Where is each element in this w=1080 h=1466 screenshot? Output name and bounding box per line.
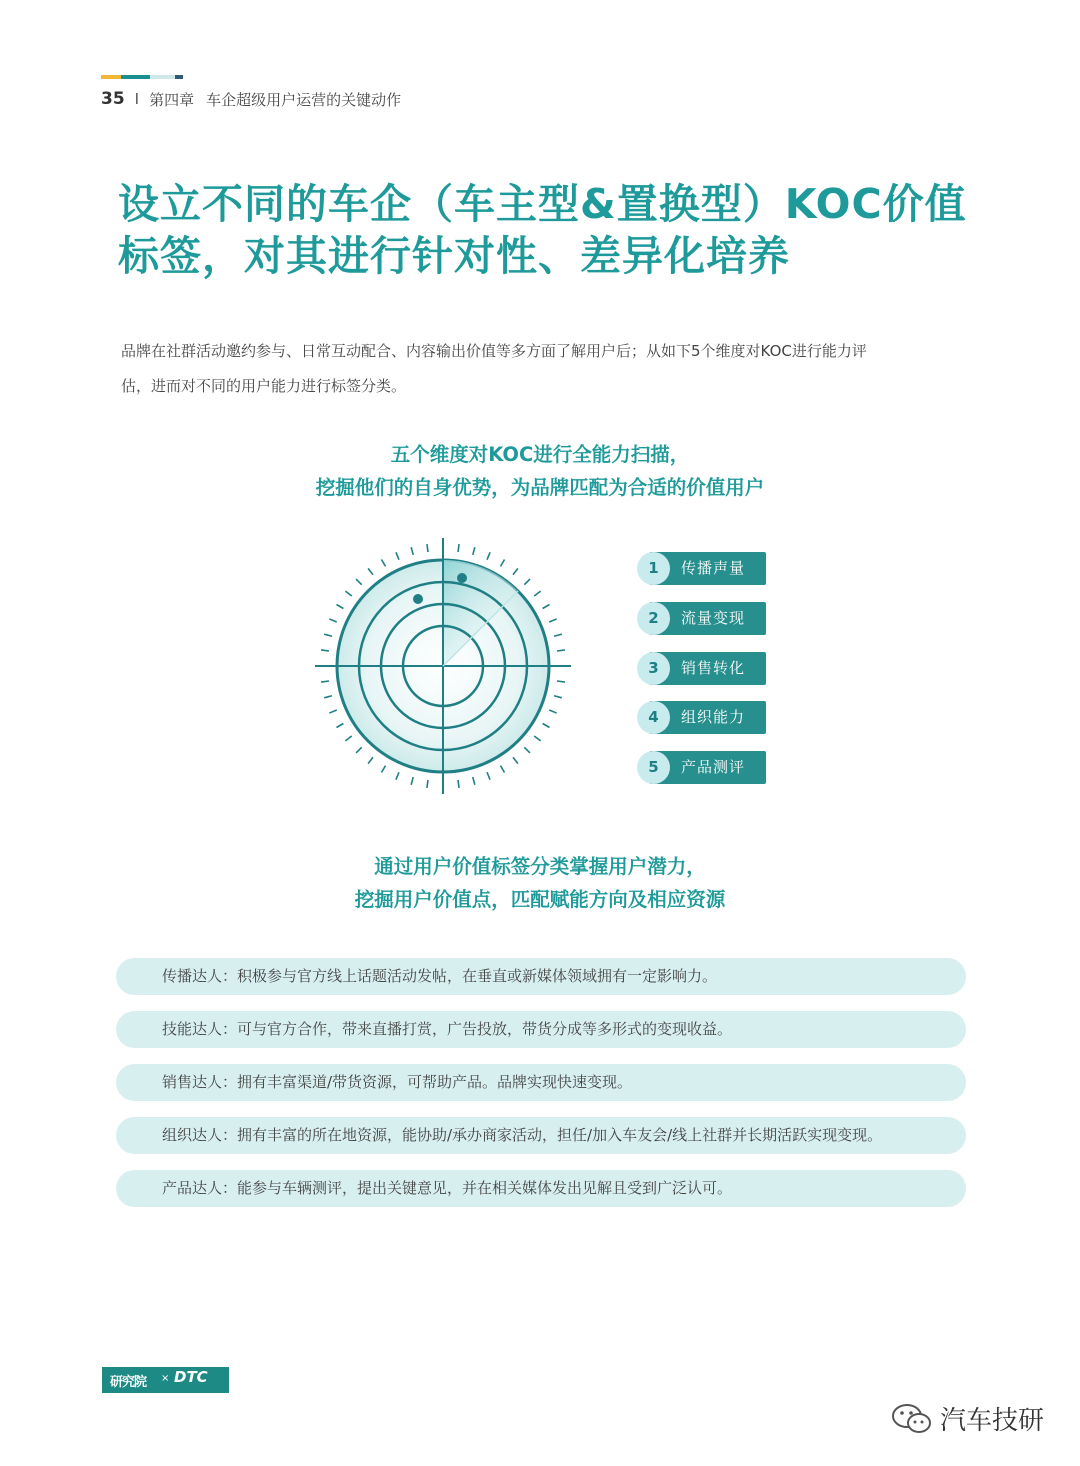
radar-tick bbox=[473, 547, 475, 555]
intro-paragraph bbox=[121, 334, 971, 404]
radar-tick bbox=[411, 777, 413, 785]
radar-tick bbox=[324, 634, 332, 636]
section-heading-scan-line-1: 五个维度对KOC进行全能力扫描， bbox=[390, 443, 690, 466]
radar-tick bbox=[427, 544, 428, 552]
dimension-item-2 bbox=[637, 602, 767, 635]
dimension-item-1 bbox=[637, 552, 767, 585]
radar-tick bbox=[336, 605, 343, 609]
radar-tick bbox=[329, 619, 336, 622]
radar-tick bbox=[356, 747, 362, 753]
radar-tick bbox=[534, 736, 540, 741]
radar-tick bbox=[382, 559, 386, 566]
radar-tick bbox=[513, 757, 518, 763]
intro-line-2: 估，进而对不同的用户能力进行标签分类。 bbox=[121, 377, 407, 395]
radar-tick bbox=[329, 710, 336, 713]
bar-segment-navy bbox=[175, 75, 183, 79]
chapter-number: 第四章 bbox=[149, 90, 195, 109]
radar-tick bbox=[549, 710, 556, 713]
running-header bbox=[101, 88, 401, 110]
radar-tick bbox=[473, 777, 475, 785]
dimension-item-5 bbox=[637, 751, 767, 784]
radar-tick bbox=[458, 544, 459, 552]
radar-tick bbox=[549, 619, 556, 622]
radar-tick bbox=[534, 591, 540, 596]
watermark bbox=[890, 1400, 1044, 1437]
radar-tick bbox=[345, 591, 351, 596]
logo-left-text: 研究院 bbox=[110, 1375, 147, 1390]
radar-blip-1 bbox=[457, 573, 467, 583]
dimension-number: 3 bbox=[637, 652, 670, 685]
value-tag-text: 传播达人：积极参与官方线上话题活动发帖，在垂直或新媒体领域拥有一定影响力。 bbox=[162, 967, 718, 985]
radar-tick bbox=[396, 552, 399, 559]
radar-blip-2 bbox=[413, 594, 423, 604]
radar-tick bbox=[427, 780, 428, 788]
radar-tick bbox=[321, 681, 329, 682]
dimension-number: 4 bbox=[637, 701, 670, 734]
logo-right-text: DTC bbox=[174, 1368, 208, 1386]
radar-tick bbox=[543, 605, 550, 609]
radar-tick bbox=[524, 747, 530, 753]
value-tag-text: 销售达人：拥有丰富渠道/带货资源，可帮助产品。品牌实现快速变现。 bbox=[162, 1073, 633, 1091]
bar-segment-light bbox=[150, 75, 175, 79]
bar-segment-yellow bbox=[101, 75, 121, 79]
chapter-title: 车企超级用户运营的关键动作 bbox=[206, 90, 402, 109]
section-heading-tags-line-1: 通过用户价值标签分类掌握用户潜力， bbox=[374, 855, 706, 878]
dimension-number: 1 bbox=[637, 552, 670, 585]
dimension-number: 2 bbox=[637, 602, 670, 635]
radar-tick bbox=[411, 547, 413, 555]
value-tag-text: 组织达人：拥有丰富的所在地资源，能协助/承办商家活动，担任/加入车友会/线上社群并长期活跃实现变现。 bbox=[162, 1126, 883, 1144]
dimension-item-4 bbox=[637, 701, 767, 734]
radar-tick bbox=[345, 736, 351, 741]
radar-tick bbox=[368, 568, 373, 574]
radar-tick bbox=[458, 780, 459, 788]
page-title bbox=[118, 178, 978, 282]
radar-tick bbox=[324, 696, 332, 698]
section-heading-scan-line-2: 挖掘他们的自身优势，为品牌匹配为合适的价值用户 bbox=[315, 476, 765, 499]
dimension-label: 传播声量 bbox=[681, 559, 746, 577]
radar-tick bbox=[543, 724, 550, 728]
radar-tick bbox=[368, 757, 373, 763]
value-tag-product bbox=[116, 1170, 966, 1207]
title-line-2: 标签，对其进行针对性、差异化培养 bbox=[118, 232, 790, 280]
radar-tick bbox=[557, 650, 565, 651]
logo-cross: × bbox=[161, 1373, 170, 1384]
dimension-label: 流量变现 bbox=[681, 609, 746, 627]
section-heading-scan bbox=[0, 438, 1080, 504]
radar-tick bbox=[336, 724, 343, 728]
section-heading-tags bbox=[0, 850, 1080, 916]
radar-tick bbox=[513, 568, 518, 574]
value-tag-text: 技能达人：可与官方合作，带来直播打赏，广告投放，带货分成等多形式的变现收益。 bbox=[162, 1020, 733, 1038]
value-tag-sales bbox=[116, 1064, 966, 1101]
radar-tick bbox=[554, 696, 562, 698]
dimension-label: 产品测评 bbox=[681, 758, 746, 776]
radar-tick bbox=[487, 772, 490, 779]
section-heading-tags-line-2: 挖掘用户价值点，匹配赋能方向及相应资源 bbox=[354, 888, 726, 911]
radar-tick bbox=[396, 772, 399, 779]
value-tag-organization bbox=[116, 1117, 966, 1154]
radar-scan-illustration bbox=[313, 538, 573, 798]
radar-tick bbox=[557, 681, 565, 682]
page-number: 35 bbox=[101, 89, 125, 109]
dimension-label: 组织能力 bbox=[681, 708, 746, 726]
radar-tick bbox=[501, 766, 505, 773]
wechat-icon bbox=[890, 1401, 934, 1437]
radar-tick bbox=[382, 766, 386, 773]
bar-segment-teal bbox=[121, 75, 150, 79]
dimension-item-3 bbox=[637, 652, 767, 685]
radar-tick bbox=[501, 559, 505, 566]
radar-tick bbox=[487, 552, 490, 559]
header-separator: I bbox=[134, 90, 140, 108]
watermark-text: 汽车技研 bbox=[940, 1406, 1045, 1436]
radar-tick bbox=[356, 579, 362, 585]
value-tag-text: 产品达人：能参与车辆测评，提出关键意见，并在相关媒体发出见解且受到广泛认可。 bbox=[162, 1179, 733, 1197]
value-tag-communication bbox=[116, 958, 966, 995]
footer-logo bbox=[102, 1367, 229, 1393]
dimension-number: 5 bbox=[637, 751, 670, 784]
title-line-1: 设立不同的车企（车主型&置换型）KOC价值 bbox=[118, 180, 967, 228]
dimension-label: 销售转化 bbox=[681, 659, 746, 677]
radar-tick bbox=[524, 579, 530, 585]
intro-line-1: 品牌在社群活动邀约参与、日常互动配合、内容输出价值等多方面了解用户后；从如下5个维度对KOC进行能力评 bbox=[121, 342, 867, 360]
radar-tick bbox=[554, 634, 562, 636]
header-color-bar bbox=[101, 75, 183, 79]
value-tag-skill bbox=[116, 1011, 966, 1048]
radar-tick bbox=[321, 650, 329, 651]
